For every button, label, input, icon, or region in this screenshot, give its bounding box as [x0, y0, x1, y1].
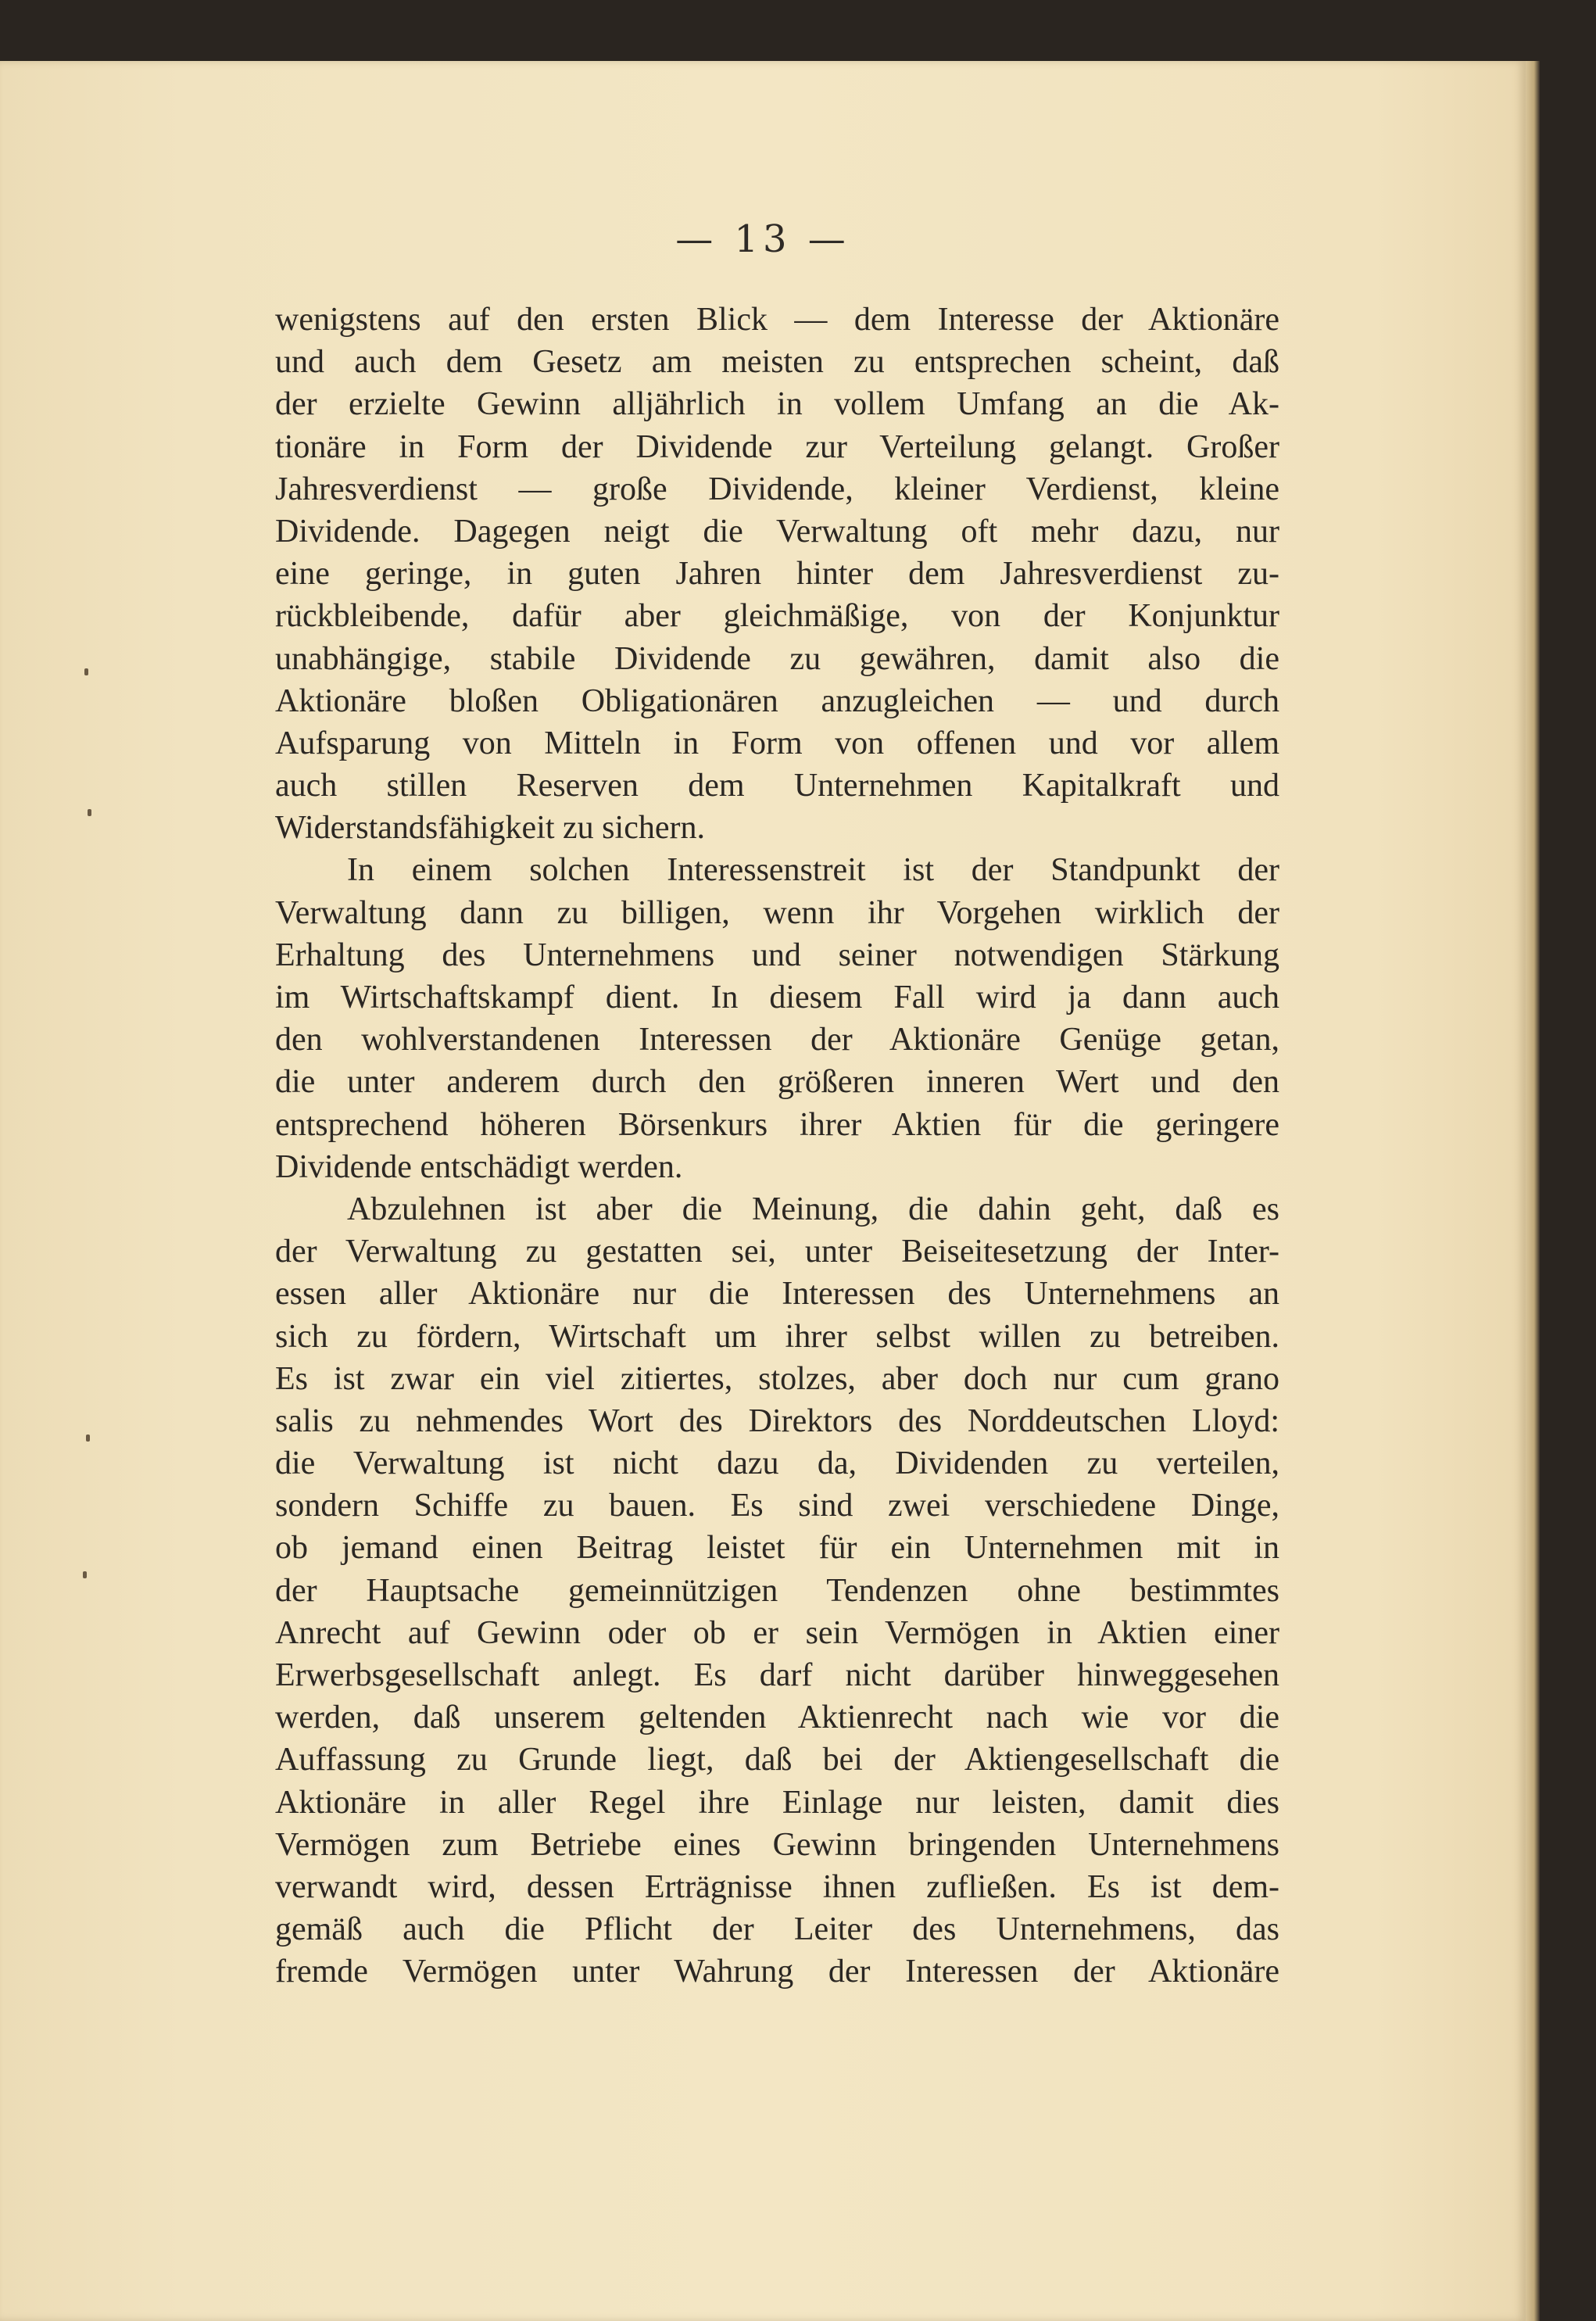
text-line: wenigstens auf den ersten Blick — dem Interesse der Aktionäre: [275, 302, 1279, 338]
text-line: der Hauptsache gemeinnützigen Tendenzen ohne bestimmtes: [275, 1572, 1279, 1609]
text-line: Vermögen zum Betriebe eines Gewinn bringenden Unternehmens: [275, 1826, 1279, 1863]
margin-mark: [84, 668, 88, 675]
text-line: entsprechend höheren Börsenkurs ihrer Aktien für die geringere: [275, 1106, 1279, 1143]
text-line: rückbleibende, dafür aber gleichmäßige, von der Konjunktur: [275, 598, 1279, 635]
text-line: im Wirtschaftskampf dient. In diesem Fall wird ja dann auch: [275, 980, 1279, 1015]
text-line: eine geringe, in guten Jahren hinter dem Jahresverdienst zu-: [275, 556, 1279, 593]
text-line: Aktionäre bloßen Obligationären anzugleichen — und durch: [275, 682, 1279, 719]
text-line: fremde Vermögen unter Wahrung der Interessen der Aktionäre: [275, 1954, 1279, 1990]
text-line: Erwerbsgesellschaft anlegt. Es darf nicht darüber hinweggesehen: [275, 1657, 1279, 1693]
text-line: ob jemand einen Beitrag leistet für ein Unternehmen mit in: [275, 1530, 1279, 1567]
text-line: Abzulehnen ist aber die Meinung, die dahin geht, daß es: [347, 1191, 1279, 1227]
margin-mark: [88, 809, 91, 816]
text-line: werden, daß unserem geltenden Aktienrecht nach wie vor die: [275, 1700, 1279, 1736]
text-line: die Verwaltung ist nicht dazu da, Dividenden zu verteilen,: [275, 1445, 1279, 1482]
text-line: die unter anderem durch den größeren inneren Wert und den: [275, 1064, 1279, 1101]
text-line: verwandt wird, dessen Erträgnisse ihnen zufließen. Es ist dem-: [275, 1868, 1279, 1905]
text-line: Aufsparung von Mitteln in Form von offenen und vor allem: [275, 725, 1279, 761]
text-line: Es ist zwar ein viel zitiertes, stolzes, aber doch nur cum grano: [275, 1360, 1279, 1397]
text-line: salis zu nehmendes Wort des Direktors des Norddeutschen Lloyd:: [275, 1402, 1279, 1439]
text-line: Aktionäre in aller Regel ihre Einlage nur leisten, damit dies: [275, 1784, 1279, 1821]
margin-mark: [86, 1435, 90, 1442]
text-line: den wohlverstandenen Interessen der Aktionäre Genüge getan,: [275, 1022, 1279, 1058]
text-line: und auch dem Gesetz am meisten zu entsprechen scheint, daß: [275, 344, 1279, 381]
text-line: auch stillen Reserven dem Unternehmen Kapitalkraft und: [275, 768, 1279, 804]
text-line: Anrecht auf Gewinn oder ob er sein Vermögen in Aktien einer: [275, 1614, 1279, 1651]
text-line: essen aller Aktionäre nur die Interessen des Unternehmens an: [275, 1276, 1279, 1313]
text-line: Widerstandsfähigkeit zu sichern.: [275, 810, 705, 847]
text-line: gemäß auch die Pflicht der Leiter des Unternehmens, das: [275, 1911, 1279, 1948]
text-line: Dividende entschädigt werden.: [275, 1148, 683, 1185]
margin-mark: [83, 1571, 87, 1578]
body-text: [275, 299, 1279, 1993]
text-line: Dividende. Dagegen neigt die Verwaltung oft mehr dazu, nur: [275, 513, 1279, 550]
text-line: unabhängige, stabile Dividende zu gewähren, damit also die: [275, 640, 1279, 677]
page-edge: [1526, 61, 1540, 2321]
text-line: Jahresverdienst — große Dividende, kleiner Verdienst, kleine: [275, 471, 1279, 507]
text-line: In einem solchen Interessenstreit ist der Standpunkt der: [347, 852, 1279, 889]
text-line: Verwaltung dann zu billigen, wenn ihr Vorgehen wirklich der: [275, 894, 1279, 931]
text-line: Erhaltung des Unternehmens und seiner notwendigen Stärkung: [275, 937, 1279, 973]
text-line: Auffassung zu Grunde liegt, daß bei der Aktiengesellschaft die: [275, 1742, 1279, 1778]
text-line: der erzielte Gewinn alljährlich in vollem Umfang an die Ak-: [275, 386, 1279, 423]
text-line: tionäre in Form der Dividende zur Verteilung gelangt. Großer: [275, 428, 1279, 465]
text-line: sich zu fördern, Wirtschaft um ihrer selbst willen zu betreiben.: [275, 1318, 1279, 1355]
text-line: sondern Schiffe zu bauen. Es sind zwei verschiedene Dinge,: [275, 1488, 1279, 1524]
text-line: der Verwaltung zu gestatten sei, unter Beiseitesetzung der Inter-: [275, 1234, 1279, 1270]
page-number: — 13 —: [675, 217, 850, 261]
